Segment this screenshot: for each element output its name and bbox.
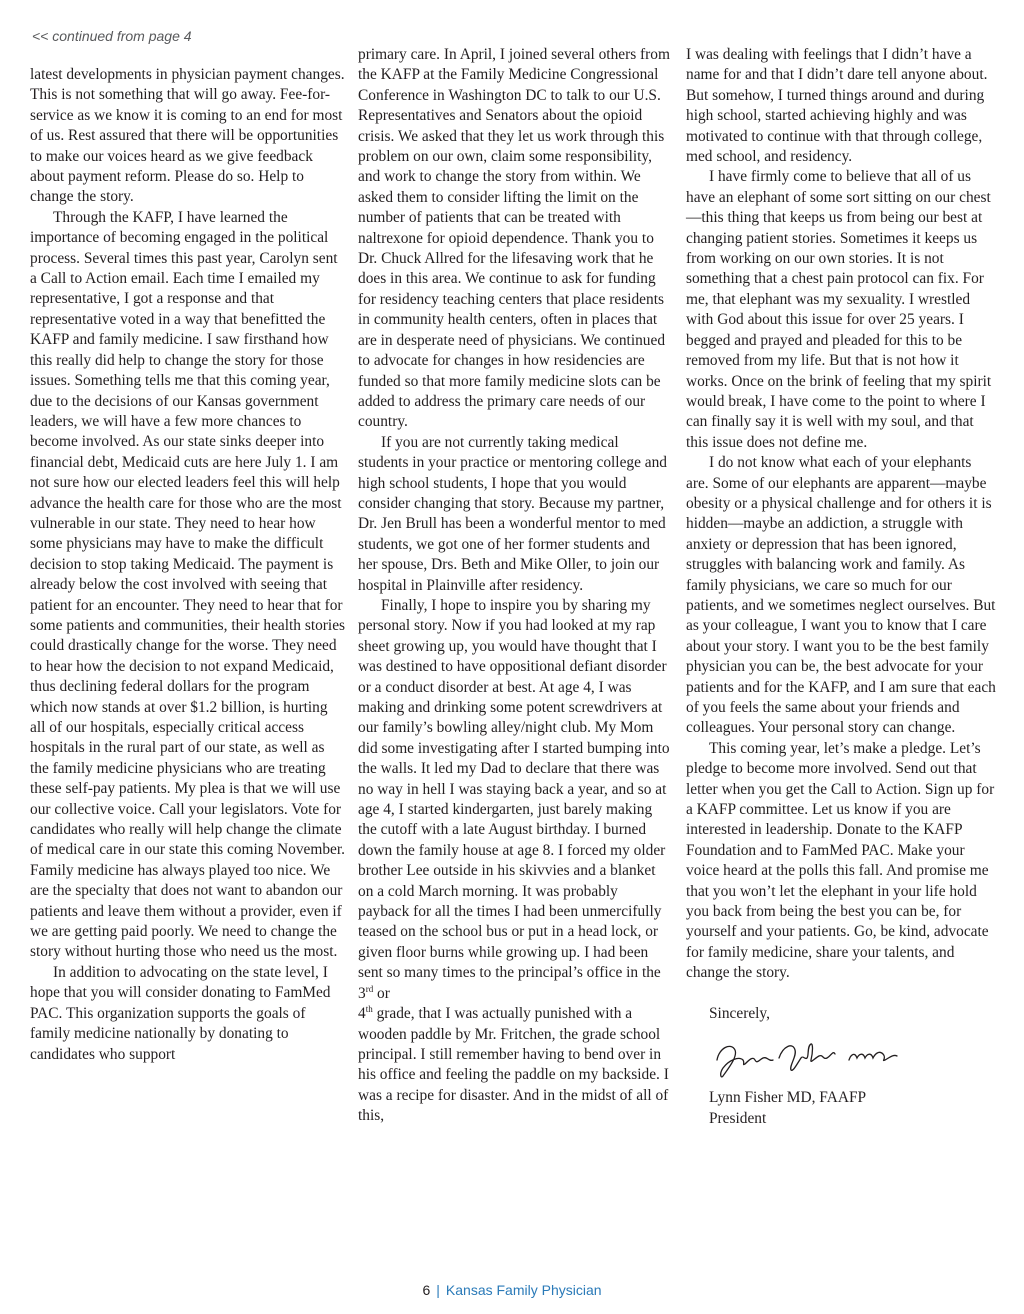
signer-title: President: [709, 1109, 767, 1127]
column2-paragraph-3: [358, 596, 670, 1127]
signer-name: Lynn Fisher MD, FAAFP: [709, 1089, 867, 1107]
signature-image: [709, 1030, 909, 1080]
column3-paragraph-3: I do not know what each of your elephants are. Some of our elephants are apparent—maybe obesity or a physical challenge and for others it is hidden—maybe an addiction, a struggle with anxiety or depression that has been ignored, struggles with balancing work and family. As family physicians, we care so much for our patients, and we sometimes neglect ourselves. But as your colleague, I want you to know that I care about your story. I want you to be the best family physician you can be, the best advocate for your patients and for the KAFP, and I am sure that each of you feels the same about your friends and colleagues. Your personal story can change.: [686, 454, 996, 737]
column2-paragraph-1: primary care. In April, I joined several others from the KAFP at the Family Medicine Congressional Conference in Washington DC to talk to our U.S. Representatives and Senators about the opioid crisis. We asked that they let us work through this problem on our own, claim some responsibility, and work to change the story from within. We asked them to consider lifting the limit on the number of patients that can be treated with naltrexone for opioid dependence. Thank you to Dr. Chuck Allred for the lifesaving work that he does in this area. We continue to ask for funding for residency teaching centers that place residents in community health centers, often in places that are in desperate need of physicians. We continued to advocate for changes in how residencies are funded so that more family medicine slots can be added to address the primary care needs of our country.: [358, 46, 670, 431]
column2-paragraph-3-part-c: 4: [358, 1005, 366, 1023]
column3-paragraph-1: I was dealing with feelings that I didn’t have a name for and that I didn’t dare tell anyone about. But somehow, I turned things around and during high school, started achieving highly and was motivated to continue with that through college, med school, and residency.: [686, 46, 988, 166]
publication-name: Kansas Family Physician: [445, 1282, 602, 1298]
ordinal-superscript-rd: rd: [365, 983, 374, 994]
article-column-3: [686, 45, 996, 1129]
column1-paragraph-3: In addition to advocating on the state level, I hope that you will consider donating to FamMed PAC. This organization supports the goals of family medicine nationally by donating to candidates who support: [30, 963, 331, 1063]
page-footer: [0, 1282, 1024, 1298]
column3-paragraph-4: This coming year, let’s make a pledge. Let’s pledge to become more involved. Send out that letter when you get the Call to Action. Sign up for a KAFP committee. Let us know if you are interested in leadership. Donate to the KAFP Foundation and to FamMed PAC. Make your voice heard at the polls this fall. And promise me that you won’t let the elephant in your life hold you back from being the best you can be, for yourself and your patients. Go, be kind, advocate for family medicine, share your talents, and change the story.: [686, 739, 995, 982]
footer-separator: |: [436, 1282, 440, 1298]
continued-note: << continued from page 4: [32, 28, 192, 44]
column1-paragraph-1: latest developments in physician payment changes. This is not something that will go away. Fee-for-service as we know it is coming to an end for most of us. Rest assured that there will be opportunities to make our voices heard as we give feedback about payment reform. Please do so. Help to change the story.: [30, 66, 345, 206]
column1-paragraph-2: Through the KAFP, I have learned the importance of becoming engaged in the political process. Several times this past year, Carolyn sent a Call to Action email. Each time I emailed my representative, I got a response and that representative voted in a way that benefitted the KAFP and family medicine. I saw firsthand how this really did help to change the story for those issues. Something tells me that this coming year, due to the decisions of our Kansas government leaders, we will have a few more chances to become involved. As our state sinks deeper into financial debt, Medicaid cuts are here July 1. I am not sure how our elected leaders feel this will help advance the health care for those who are the most vulnerable in our state. They need to hear how some physicians may have to make the difficult decision to stop taking Medicaid. The payment is already below the cost involved with seeing that patient for an encounter. They need to hear that for some patients and communities, their health stories could drastically change for the worse. They need to hear how the decision to not expand Medicaid, thus declining federal dollars for the program which now stands at over $1.2 billion, is hurting all of our hospitals, especially critical access hospitals in the rural part of our state, as well as the family medicine physicians who are treating these self-pay patients. My plea is that we will use our collective voice. Call your legislators. Vote for candidates who really will help change the climate of medical care in our state this coming November. Family medicine has always played too nice. We are the specialty that does not want to abandon our patients and leave them without a provider, even if we are getting paid poorly. We need to change the story without hurting those who need us the most.: [30, 208, 346, 961]
article-column-1: [30, 65, 345, 1065]
ordinal-superscript-th: th: [365, 1004, 373, 1015]
letter-signoff: [686, 1004, 996, 1129]
signer-block: [709, 1088, 996, 1129]
column2-paragraph-2: If you are not currently taking medical students in your practice or mentoring college and high school students, I hope that you would consider changing that story. Because my partner, Dr. Jen Brull has been a wonderful mentor to med students, we got one of her former students and her spouse, Drs. Beth and Mike Oller, to join our hospital in Plainville after residency.: [358, 433, 668, 594]
article-column-2: [358, 45, 670, 1127]
closing-salutation: Sincerely,: [709, 1004, 770, 1022]
column2-paragraph-3-part-a: Finally, I hope to inspire you by sharing my personal story. Now if you had looked at my rap sheet growing up, you would have thought that I was destined to have oppositional defiant disorder or a conduct disorder at best. At age 4, I was making and drinking some potent screwdrivers at our family’s bowling alley/night club. My Mom did some investigating after I started bumping into the walls. It led my Dad to declare that there was no way in hell I was staying back a year, and so at age 4, I started kindergarten, just barely making the cutoff with a late August birthday. I burned down the family house at age 8. I forced my older brother Lee outside in his skivvies and a blanket on a cold March morning. It was probably payback for all the times I had been unmercifully teased on the school bus or put in a head lock, or given floor burns while growing up. I had been sent so many times to the principal’s office in the 3: [358, 596, 670, 1002]
column3-paragraph-2: I have firmly come to believe that all of us have an elephant of some sort sitting on our chest—this thing that keeps us from being our best at changing patient stories. Sometimes it keeps us from working on our own stories. It is not something that a chest pain protocol can fix. For me, that elephant was my sexuality. I wrestled with God about this issue for over 25 years. I begged and prayed and pleaded for this to be removed from my life. But that is not how it works. Once on the brink of feeling that my spirit would break, I have come to the point to where I can finally say it is well with my soul, and that this issue does not define me.: [686, 168, 992, 451]
column2-paragraph-3-part-b: or: [373, 984, 390, 1002]
column2-paragraph-3-part-d: grade, that I was actually punished with a wooden paddle by Mr. Fritchen, the grade school principal. I still remember having to bend over in his office and feeling the paddle on my backside. I was a recipe for disaster. And in the midst of all of this,: [358, 1005, 669, 1125]
page-number: 6: [422, 1282, 431, 1298]
